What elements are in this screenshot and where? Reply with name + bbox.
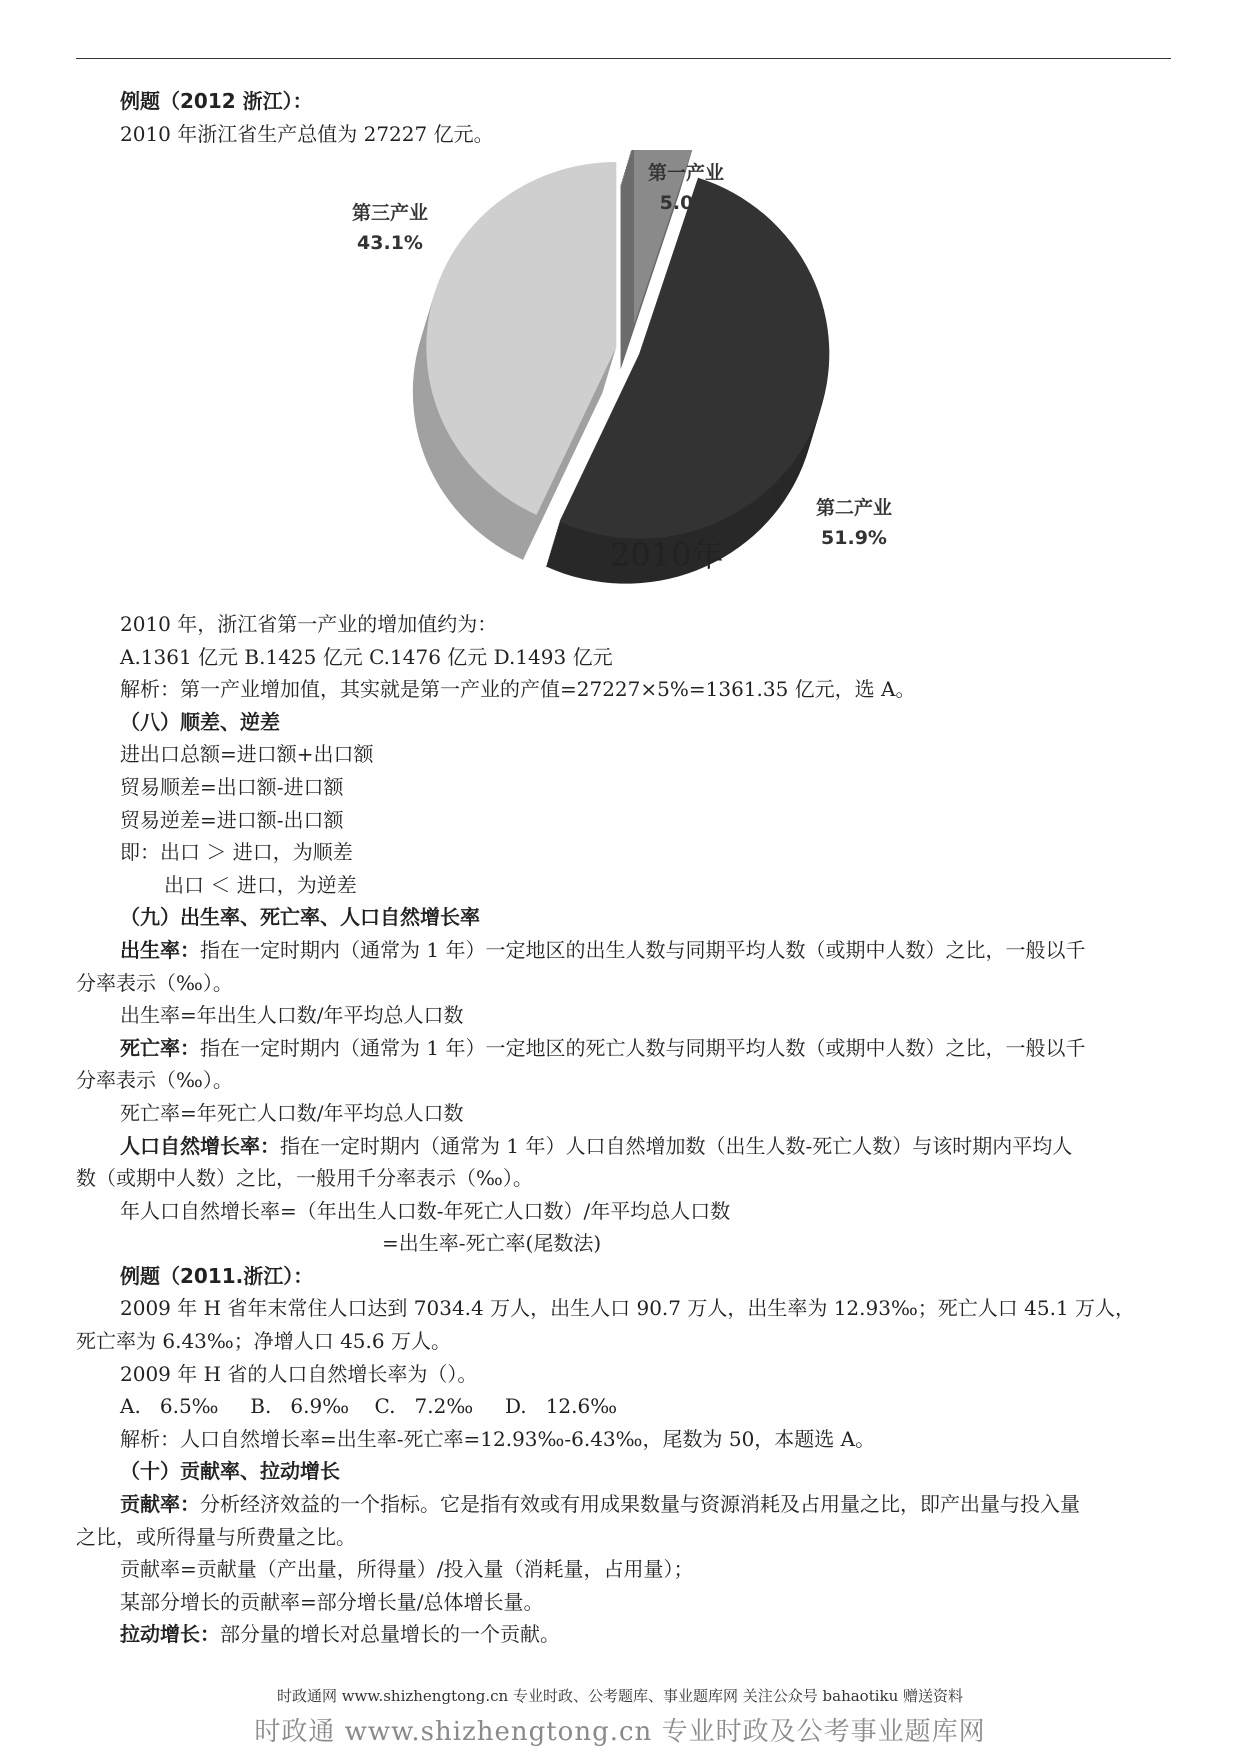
answer: 解析：第一产业增加值，其实就是第一产业的产值=27227×5%=1361.35 亿元，选 A。 [120,677,916,702]
definition [76,934,1176,967]
definition [76,1032,1176,1065]
watermark: 时政通 www.shizhengtong.cn 专业时政及公考事业题库网 [254,1717,986,1747]
formula: 出生率=年出生人口数/年平均总人口数 [120,1003,464,1028]
definition-cont: 分率表示（‰）。 [76,970,233,995]
section-heading: （八）顺差、逆差 [120,709,280,734]
slice-label-tertiary [352,198,428,258]
slice-label-secondary [816,493,892,553]
definition-text: 指在一定时期内（通常为 1 年）一定地区的出生人数与同期平均人数（或期中人数）之比，一般以千 [200,937,1086,962]
slice-name: 第二产业 [816,497,893,519]
example-title: 例题（2011.浙江）： [120,1263,314,1288]
text-line: 出口 ＜ 进口，为逆差 [164,872,357,897]
question: 2009 年 H 省的人口自然增长率为（）。 [120,1361,478,1386]
formula: 贡献率=贡献量（产出量，所得量）/投入量（消耗量，占用量）； [120,1557,694,1582]
formula: 年人口自然增长率=（年出生人口数-年死亡人口数）/年平均总人口数 [120,1198,731,1223]
section-heading: （九）出生率、死亡率、人口自然增长率 [120,905,480,930]
term: 出生率： [120,937,200,962]
options: A.1361 亿元 B.1425 亿元 C.1476 亿元 D.1493 亿元 [120,644,613,669]
example-1-header [76,85,1176,150]
definition [76,1488,1176,1521]
section-heading: （十）贡献率、拉动增长 [120,1459,340,1484]
example-title: 例题（2012 浙江）： [120,89,313,113]
formula: 贸易逆差=进口额-出口额 [120,807,344,832]
answer: 解析：人口自然增长率=出生率-死亡率=12.93‰-6.43‰，尾数为 50，本题选 A。 [120,1426,876,1451]
formula: 死亡率=年死亡人口数/年平均总人口数 [120,1100,464,1125]
slice-name: 第三产业 [352,202,429,224]
term: 贡献率： [120,1492,200,1517]
chart-title: 2010年 [610,536,724,574]
options: A. 6.5‰ B. 6.9‰ C. 7.2‰ D. 12.6‰ [120,1394,618,1419]
text-line: 即：出口 ＞ 进口，为顺差 [120,840,353,865]
definition [76,1618,1176,1651]
formula: =出生率-死亡率(尾数法) [382,1231,602,1256]
document-body [76,608,1176,1651]
definition-cont: 数（或期中人数）之比，一般用千分率表示（‰）。 [76,1166,533,1191]
term: 拉动增长： [120,1622,220,1647]
slice-value: 51.9% [821,527,887,549]
definition-cont: 之比，或所得量与所费量之比。 [76,1524,356,1549]
definition-cont: 分率表示（‰）。 [76,1068,233,1093]
example-intro: 2010 年浙江省生产总值为 27227 亿元。 [120,121,494,146]
formula: 某部分增长的贡献率=部分增长量/总体增长量。 [120,1589,544,1614]
text-line: 死亡率为 6.43‰；净增人口 45.6 万人。 [76,1329,451,1354]
footer: 时政通网 www.shizhengtong.cn 专业时政、公考题库、事业题库网 关注公众号 bahaotiku 赠送资料 [276,1687,964,1705]
text-line: 2009 年 H 省年末常住人口达到 7034.4 万人，出生人口 90.7 万人，出生率为 12.93‰；死亡人口 45.1 万人， [120,1296,1136,1321]
question: 2010 年，浙江省第一产业的增加值约为： [120,612,498,636]
slice-value: 43.1% [357,232,423,254]
definition-text: 指在一定时期内（通常为 1 年）一定地区的死亡人数与同期平均人数（或期中人数）之比，一般以千 [200,1035,1086,1060]
definition-text: 指在一定时期内（通常为 1 年）人口自然增加数（出生人数-死亡人数）与该时期内平均人 [280,1133,1073,1158]
definition-text: 分析经济效益的一个指标。它是指有效或有用成果数量与资源消耗及占用量之比，即产出量与投入量 [200,1492,1080,1517]
definition [76,1130,1176,1163]
formula: 贸易顺差=出口额-进口额 [120,774,344,799]
header-rule [76,58,1171,59]
slice-label-primary [648,158,724,218]
slice-value: 5.0% [659,192,713,214]
term: 人口自然增长率： [120,1133,280,1158]
formula: 进出口总额=进口额+出口额 [120,742,374,767]
slice-name: 第一产业 [648,162,725,184]
definition-text: 部分量的增长对总量增长的一个贡献。 [220,1622,560,1647]
term: 死亡率： [120,1035,200,1060]
pie-chart [330,150,950,590]
